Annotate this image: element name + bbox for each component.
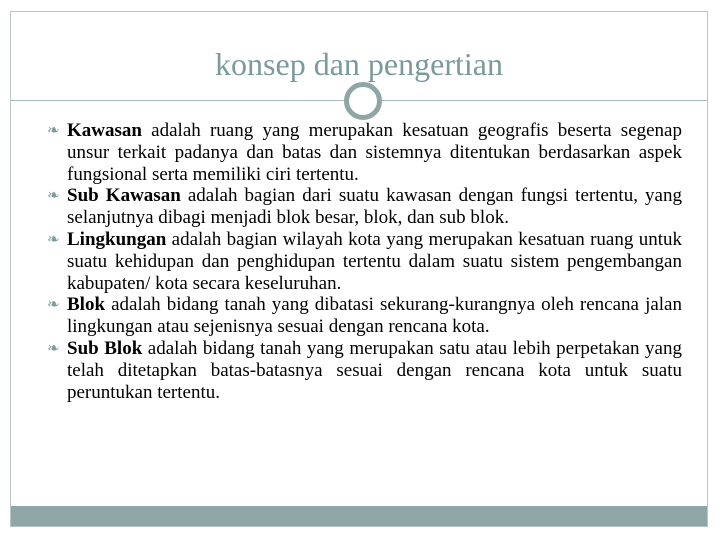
bullet-term: Kawasan xyxy=(67,120,142,141)
bullet-text: adalah bidang tanah yang dibatasi sekurang-kurangnya oleh rencana jalan lingkungan atau sejenisnya sesuai dengan rencana kota. xyxy=(67,294,682,338)
slide xyxy=(10,11,708,527)
bullet-item-sub-kawasan xyxy=(47,185,682,229)
circle-ornament-icon xyxy=(344,82,382,120)
footer-bar xyxy=(11,506,707,526)
feather-bullet-icon: ❧ xyxy=(47,231,60,248)
bullet-text: adalah bagian dari suatu kawasan dengan fungsi tertentu, yang selanjutnya dibagi menjadi blok besar, blok, dan sub blok. xyxy=(67,185,682,229)
bullet-text: adalah bidang tanah yang merupakan satu atau lebih perpetakan yang telah ditetapkan batas-batasnya sesuai dengan rencana kota untuk suatu peruntukan tertentu. xyxy=(67,337,682,403)
bullet-item-kawasan xyxy=(47,120,682,185)
bullet-list xyxy=(47,120,682,403)
feather-bullet-icon: ❧ xyxy=(47,340,60,357)
bullet-item-blok xyxy=(47,294,682,338)
bullet-term: Sub Blok xyxy=(67,337,143,359)
feather-bullet-icon: ❧ xyxy=(47,123,60,139)
bullet-term: Sub Kawasan xyxy=(67,185,181,207)
bullet-term: Blok xyxy=(67,294,106,316)
feather-bullet-icon: ❧ xyxy=(47,188,60,205)
bullet-term: Lingkungan xyxy=(67,228,167,250)
bullet-text: adalah bagian wilayah kota yang merupakan kesatuan ruang untuk suatu kehidupan dan penghidupan tertentu dalam suatu sistem pengembangan kabupaten/ kota secara keseluruhan. xyxy=(67,228,682,294)
bullet-item-sub-blok xyxy=(47,338,682,403)
bullet-text: adalah ruang yang merupakan kesatuan geografis beserta segenap unsur terkait padanya dan batas dan sistemnya ditentukan berdasarkan aspek fungsional serta memiliki ciri tertentu. xyxy=(67,120,682,185)
bullet-item-lingkungan xyxy=(47,229,682,294)
feather-bullet-icon: ❧ xyxy=(47,297,60,314)
slide-title: konsep dan pengertian xyxy=(215,46,503,82)
